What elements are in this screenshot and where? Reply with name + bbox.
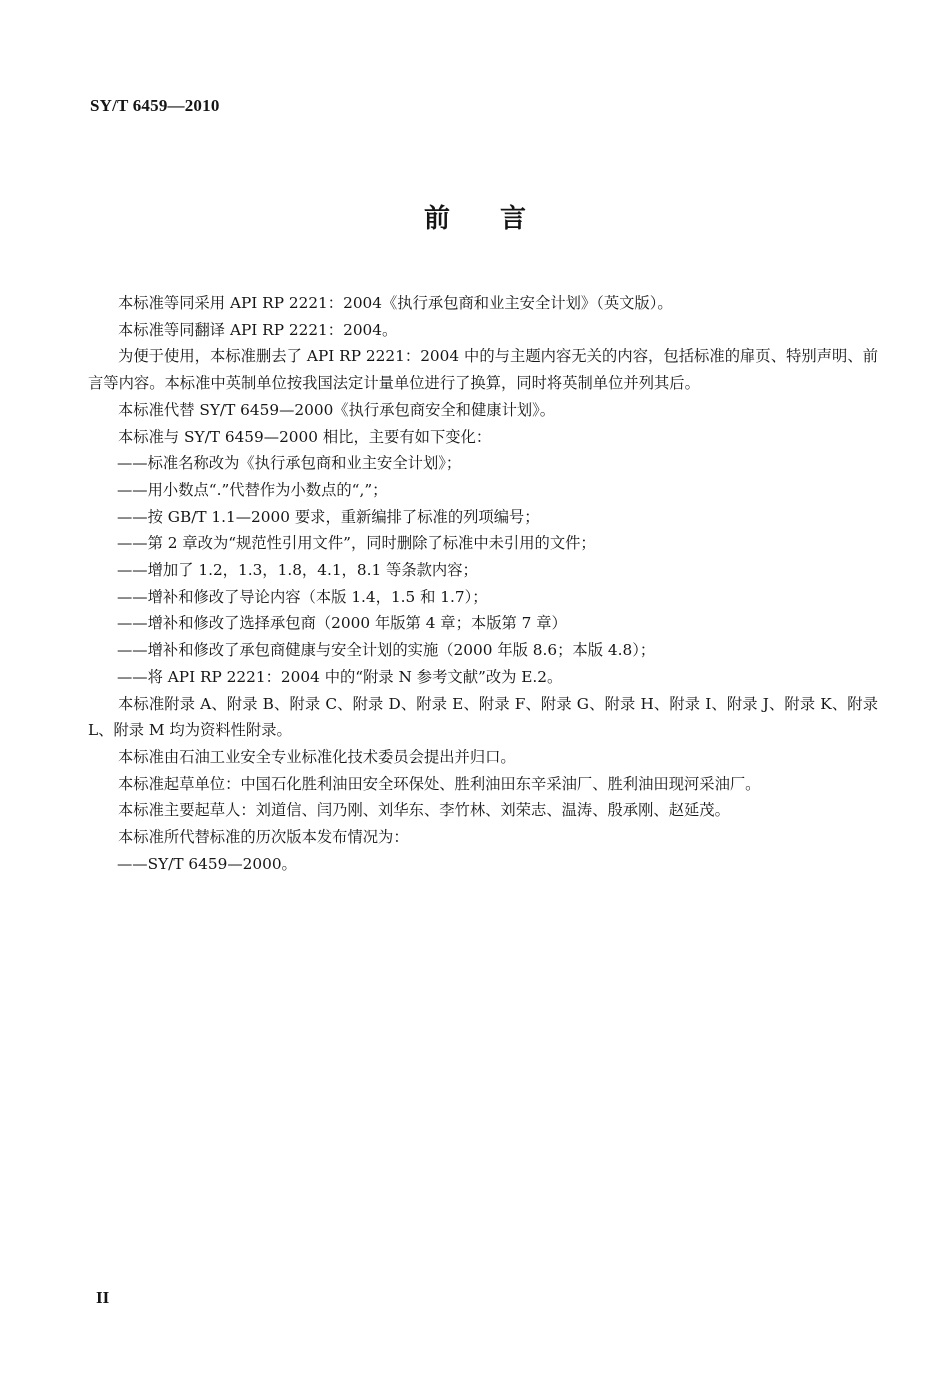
- change-list-item: ——增补和修改了导论内容（本版 1.4，1.5 和 1.7）；: [117, 587, 488, 606]
- paragraph: 本标准与 SY/T 6459—2000 相比，主要有如下变化：: [118, 427, 492, 446]
- version-history-item: ——SY/T 6459—2000。: [117, 854, 297, 873]
- paragraph: 本标准等同翻译 API RP 2221：2004。: [118, 320, 398, 339]
- change-list-item: ——将 API RP 2221：2004 中的“附录 N 参考文献”改为 E.2。: [117, 667, 563, 686]
- page-title: 前言: [423, 204, 576, 234]
- change-list-item: ——增加了 1.2，1.3，1.8，4.1，8.1 等条款内容；: [117, 561, 478, 580]
- paragraph: 本标准由石油工业安全专业标准化技术委员会提出并归口。: [118, 747, 516, 766]
- change-list-item: ——标准名称改为《执行承包商和业主安全计划》；: [117, 454, 462, 473]
- paragraph: 本标准主要起草人：刘道信、闫乃刚、刘华东、李竹林、刘荣志、温涛、殷承刚、赵延茂。: [118, 801, 730, 820]
- paragraph: 本标准起草单位：中国石化胜利油田安全环保处、胜利油田东辛采油厂、胜利油田现河采油厂。: [118, 774, 761, 793]
- standard-code: SY/T 6459—2010: [90, 96, 220, 115]
- paragraph: 本标准附录 A、附录 B、附录 C、附录 D、附录 E、附录 F、附录 G、附录 H、附录 I、附录 J、附录 K、附录 L、附录 M 均为资料性附录。: [88, 694, 878, 740]
- foreword-body: [88, 290, 878, 877]
- change-list-item: ——增补和修改了选择承包商（2000 年版第 4 章；本版第 7 章）: [117, 614, 567, 633]
- change-list-item: ——增补和修改了承包商健康与安全计划的实施（2000 年版 8.6；本版 4.8）；: [117, 641, 656, 660]
- change-list-item: ——按 GB/T 1.1—2000 要求，重新编排了标准的列项编号；: [117, 507, 540, 526]
- paragraph: 本标准等同采用 API RP 2221：2004《执行承包商和业主安全计划》（英文版）。: [118, 294, 673, 312]
- change-list-item: ——用小数点“.”代替作为小数点的“,”；: [117, 480, 388, 499]
- change-list-item: ——第 2 章改为“规范性引用文件”，同时删除了标准中未引用的文件；: [117, 534, 596, 553]
- paragraph: 本标准所代替标准的历次版本发布情况为：: [118, 828, 409, 847]
- paragraph: 本标准代替 SY/T 6459—2000《执行承包商安全和健康计划》。: [118, 400, 556, 419]
- paragraph: 为便于使用，本标准删去了 API RP 2221：2004 中的与主题内容无关的内容，包括标准的扉页、特别声明、前言等内容。本标准中英制单位按我国法定计量单位进行了换算，同时将英制单位并列其后。: [88, 347, 878, 393]
- page-number: II: [96, 1288, 110, 1307]
